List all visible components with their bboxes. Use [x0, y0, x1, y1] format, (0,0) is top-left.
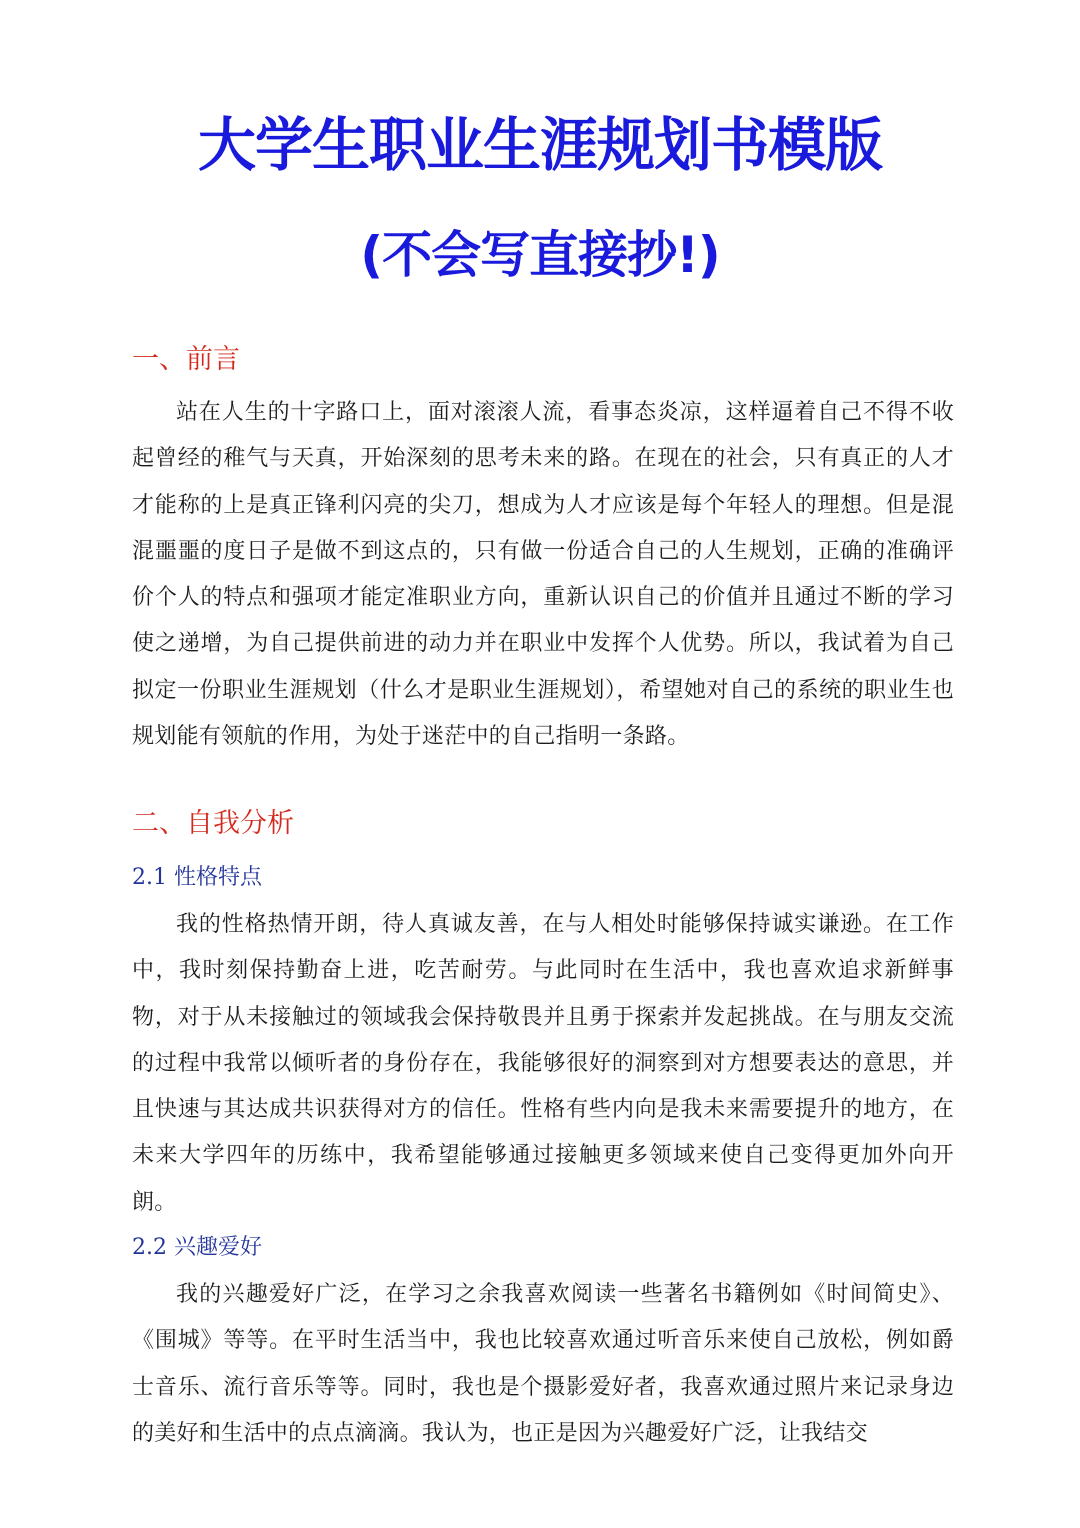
- subheading-personality: 2.1 性格特点: [132, 865, 262, 890]
- document-subtitle: (不会写直接抄!): [360, 226, 720, 284]
- document-title: 大学生职业生涯规划书模版: [197, 111, 882, 179]
- personality-paragraph: 我的性格热情开朗，待人真诚友善，在与人相处时能够保持诚实谦逊。在工作中，我时刻保持勤奋上进，吃苦耐劳。与此同时在生活中，我也喜欢追求新鲜事物，对于从未接触过的领域我会保持敬畏并且勇于探索并发起挑战。在与朋友交流的过程中我常以倾听者的身份存在，我能够很好的洞察到对方想要表达的意思，并且快速与其达成共识获得对方的信任。性格有些内向是我未来需要提升的地方，在未来大学四年的历练中，我希望能够通过接触更多领域来使自己变得更加外向开朗。: [132, 912, 954, 1215]
- hobbies-paragraph: 我的兴趣爱好广泛，在学习之余我喜欢阅读一些著名书籍例如《时间简史》、《围城》等等。在平时生活当中，我也比较喜欢通过听音乐来使自己放松，例如爵士音乐、流行音乐等等。同时，我也是个摄影爱好者，我喜欢通过照片来记录身边的美好和生活中的点点滴滴。我认为，也正是因为兴趣爱好广泛，让我结交: [132, 1282, 954, 1446]
- section-heading-preface: 一、前言: [132, 344, 240, 375]
- section-heading-self-analysis: 二、自我分析: [132, 808, 294, 839]
- preface-paragraph: 站在人生的十字路口上，面对滚滚人流，看事态炎凉，这样逼着自己不得不收起曾经的稚气与天真，开始深刻的思考未来的路。在现在的社会，只有真正的人才才能称的上是真正锋利闪亮的尖刀，想成为人才应该是每个年轻人的理想。但是混混噩噩的度日子是做不到这点的，只有做一份适合自己的人生规划，正确的准确评价个人的特点和强项才能定准职业方向，重新认识自己的价值并且通过不断的学习使之递增，为自己提供前进的动力并在职业中发挥个人优势。所以，我试着为自己拟定一份职业生涯规划（什么才是职业生涯规划），希望她对自己的系统的职业生也规划能有领航的作用，为处于迷茫中的自己指明一条路。: [132, 400, 954, 750]
- subheading-hobbies: 2.2 兴趣爱好: [132, 1235, 262, 1260]
